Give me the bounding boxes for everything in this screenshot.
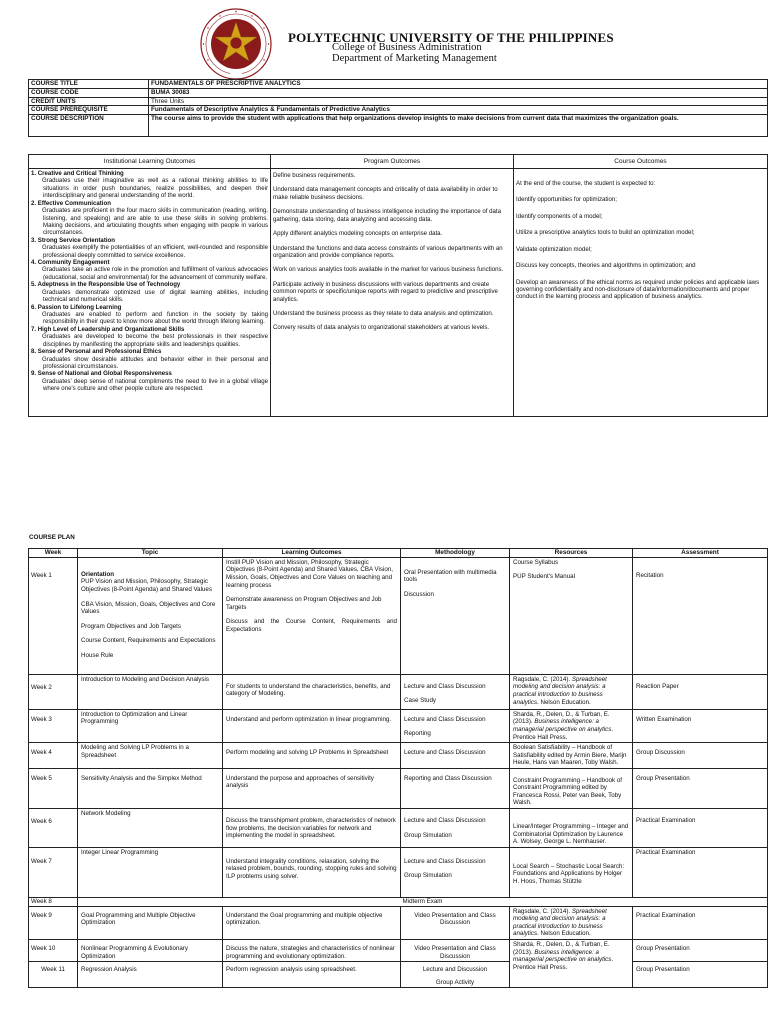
ilo-title: 9. Sense of National and Global Responsiveness: [31, 370, 172, 378]
assessment-cell: Group Presentation: [633, 768, 768, 808]
methodology-cell: [401, 557, 510, 674]
learning-outcomes-cell: Perform regression analysis using spreadsheet.: [223, 962, 401, 988]
table-row: [29, 674, 768, 709]
assessment-cell: Group Discussion: [633, 743, 768, 769]
method-line: Group Simulation: [404, 872, 452, 880]
week-cell: Week 5: [29, 768, 78, 808]
resources-cell: [510, 939, 633, 987]
methodology-cell: Reporting and Class Discussion: [401, 768, 510, 808]
topic-cell: Introduction to Optimization and Linear Programming: [78, 709, 223, 742]
course-info-row: [29, 106, 768, 115]
outcomes-table: [28, 154, 768, 417]
resource-publisher: . Nelson Education.: [537, 930, 591, 938]
resource-book-title: Spreadsheet modeling and decision analysis: a practical introduction to business analytics: [513, 907, 607, 938]
methodology-cell: Video Presentation and Class Discussion: [401, 906, 510, 939]
po-item: Work on various analytics tools available in the market for various business functions.: [273, 266, 504, 274]
ilo-title: 6. Passion to Lifelong Learning: [31, 303, 122, 311]
resource-line: Course Syllabus: [513, 558, 559, 566]
assessment-cell: Recitation: [633, 557, 768, 674]
resources-cell: Constraint Programming – Handbook of Constraint Programming edited by Francesca Rossi, Peter van Beek, Toby Walsh.: [510, 768, 633, 808]
course-description-value: The course aims to provide the student with applications that help organizations develop insights to make decisions from current data that maximizes the organization goals.: [149, 115, 768, 137]
ilo-body: Graduates' deep sense of national compliments the need to live in a global village where one's culture and other people culture are respected.: [42, 377, 268, 393]
po-item: Demonstrate understanding of business intelligence including the importance of data gathering, data storing, data analyzing and accessing data.: [273, 208, 501, 223]
resource-publisher: . Prentice Hall Press.: [513, 725, 614, 741]
po-item: Understand data management concepts and criticality of data availability in order to make reliable business decisions.: [273, 186, 498, 201]
topic-cell: Integer Linear Programming: [78, 847, 223, 897]
topic-cell: Goal Programming and Multiple Objective Optimization: [78, 906, 223, 939]
course-title-value: FUNDAMENTALS OF PRESCRIPTIVE ANALYTICS: [149, 80, 768, 89]
week-cell: Week 8: [29, 897, 78, 906]
co-item: Identify components of a model;: [516, 212, 603, 220]
ilo-title: 2. Effective Communication: [31, 199, 111, 207]
resource-book-title: Spreadsheet modeling and decision analysis: a practical introduction to business analytics: [513, 675, 607, 706]
resources-cell: [510, 906, 633, 939]
week-cell: Week 7: [29, 847, 78, 897]
topic-cell: Modeling and Solving LP Problems in a Spreadsheet: [78, 743, 223, 769]
method-line: Group Activity: [435, 978, 475, 986]
department-name: Department of Marketing Management: [332, 53, 497, 64]
assessment-header: Assessment: [633, 549, 768, 558]
course-info-row: [29, 88, 768, 97]
po-item: Apply different analytics modeling concepts on enterprise data.: [273, 230, 443, 238]
ilo-body: Graduates are developed to become the best professionals in their respective disciplines by manifesting the appropriate skills and leaderships qualities.: [42, 333, 268, 348]
assessment-cell: Written Examination: [633, 709, 768, 742]
assessment-cell: Practical Examination: [633, 847, 768, 897]
resources-cell: [510, 709, 633, 742]
methodology-cell: [401, 809, 510, 848]
resource-author: Ragsdale, C. (2014).: [513, 907, 572, 915]
course-description-label: COURSE DESCRIPTION: [29, 115, 149, 137]
ilo-body: Graduates show desirable attitudes and behavior either in their personal and professional circumstances.: [42, 355, 268, 370]
week-cell: Week 10: [29, 939, 78, 961]
methodology-cell: [401, 674, 510, 709]
course-prerequisite-value: Fundamentals of Descriptive Analytics & Fundamentals of Predictive Analytics: [149, 106, 768, 115]
assessment-cell: Group Presentation: [633, 962, 768, 988]
topic-cell: [78, 557, 223, 674]
week-cell: Week 9: [29, 906, 78, 939]
methodology-cell: [401, 962, 510, 988]
co-item: Utilize a prescriptive analytics tools to build an optimization model;: [516, 229, 695, 237]
course-info-row: [29, 80, 768, 89]
resource-author: Sharda, R., Delen, D., & Turban, E. (2013).: [513, 710, 610, 726]
methodology-cell: [401, 847, 510, 897]
methodology-header: Methodology: [401, 549, 510, 558]
resources-cell: Boolean Satisfiability – Handbook of Satisfiability edited by Armin Biere, Marijn Heule, Hans van Maaren, Toby Walsh.: [510, 743, 633, 769]
course-prerequisite-label: COURSE PREREQUISITE: [29, 106, 149, 115]
lo-line: Instill PUP Vision and Mission, Philosophy, Strategic Objectives (8-Point Agenda) and Shared Values, CBA Vision, Mission, Goals, Objectives and Core Values on teaching and learning process: [226, 558, 393, 589]
method-line: Lecture and Class Discussion: [404, 857, 486, 865]
resource-publisher: . Prentice Hall Press.: [513, 956, 614, 971]
course-info-table: [28, 79, 768, 137]
university-name: POLYTECHNIC UNIVERSITY OF THE PHILIPPINES: [288, 30, 614, 45]
week-header: Week: [29, 549, 78, 558]
lo-line: Demonstrate awareness on Program Objectives and Job Targets: [226, 596, 382, 611]
credit-units-value: Three Units: [149, 97, 768, 106]
resource-author: Ragsdale, C. (2014).: [513, 675, 572, 683]
po-header: Program Outcomes: [271, 155, 514, 169]
ilo-cell: [29, 169, 271, 417]
table-row: [29, 939, 768, 961]
resource-author: Sharda, R., Delen, D., & Turban, E. (2013).: [513, 940, 610, 956]
resource-book-title: Business intelligence: a managerial perspective on analytics: [513, 718, 612, 733]
ilo-title: 3. Strong Service Orientation: [31, 236, 115, 244]
table-row: [29, 906, 768, 939]
college-name: College of Business Administration: [332, 42, 482, 53]
method-line: Lecture and Class Discussion: [404, 817, 486, 824]
method-line: Case Study: [404, 697, 436, 705]
assessment-cell: Group Presentation: [633, 939, 768, 961]
po-item: Understand the business process as they relate to data analysis and optimization.: [273, 310, 494, 318]
course-code-label: COURSE CODE: [29, 88, 149, 97]
co-header: Course Outcomes: [514, 155, 768, 169]
midterm-exam-cell: Midterm Exam: [78, 897, 768, 906]
week-cell: Week 2: [29, 674, 78, 709]
lo-line: Discuss and the Course Content, Requirements and Expectations: [226, 618, 397, 633]
ilo-body: Graduates use their imaginative as well as a rational thinking abilities to life situations in order push boundaries, realize possibilities, and deepen their interdisciplinary and general understanding of the world.: [42, 177, 268, 200]
co-item: Develop an awareness of the ethical norms as required under policies and applicable laws governing confidentiality and non-disclosure of data/information/documents and proper conduct in the learning process and application of business analytics.: [516, 278, 760, 301]
co-item: Identify opportunities for optimization;: [516, 196, 617, 204]
week-cell: Week 3: [29, 709, 78, 742]
assessment-cell: Practical Examination: [633, 809, 768, 848]
learning-outcomes-header: Learning Outcomes: [223, 549, 401, 558]
method-line: Lecture and Discussion: [422, 966, 488, 974]
ilo-header: Institutional Learning Outcomes: [29, 155, 271, 169]
method-line: Group Simulation: [404, 831, 452, 839]
topic-line: Program Objectives and Job Targets: [81, 622, 181, 630]
ilo-title: 4. Community Engagement: [31, 259, 110, 267]
topic-line: CBA Vision, Mission, Goals, Objectives and Core Values: [81, 600, 216, 616]
table-row: [29, 809, 768, 848]
method-line: Discussion: [404, 590, 434, 598]
method-line: Oral Presentation with multimedia tools: [404, 568, 497, 584]
course-plan-label: COURSE PLAN: [29, 534, 75, 541]
table-row: [29, 709, 768, 742]
methodology-cell: [401, 709, 510, 742]
week-cell: Week 6: [29, 809, 78, 848]
ilo-body: Graduates demonstrate optimized use of digital learning abilities, including technical and numerical skills.: [42, 288, 268, 304]
co-item: At the end of the course, the student is expected to:: [516, 180, 656, 187]
week-cell: Week 1: [29, 557, 78, 674]
ilo-title: 1. Creative and Critical Thinking: [31, 170, 124, 177]
topic-cell: Sensitivity Analysis and the Simplex Method: [78, 768, 223, 808]
topic-title: Orientation: [81, 570, 115, 578]
learning-outcomes-cell: For students to understand the characteristics, benefits, and category of Modeling.: [223, 674, 401, 709]
course-plan-table: [28, 548, 768, 988]
table-row: [29, 557, 768, 674]
method-line: Lecture and Class Discussion: [404, 682, 486, 690]
learning-outcomes-cell: Discuss the transshipment problem, characteristics of network flow problems, the decision variables for network and implementing the model in spreadsheet.: [223, 809, 401, 848]
topic-line: House Rule: [81, 651, 114, 659]
method-line: Lecture and Class Discussion: [404, 715, 486, 723]
topic-line: PUP Vision and Mission, Philosophy, Strategic Objectives (8-Point Agenda) and Shared Values: [81, 578, 212, 593]
plan-header-row: [29, 549, 768, 558]
resources-cell: Linear/Integer Programming – Integer and Combinatorial Optimization by Laurence A. Wolsey, George L. Nemhauser.: [510, 809, 633, 848]
table-row: [29, 768, 768, 808]
co-item: Validate optimization model;: [516, 245, 592, 253]
methodology-cell: Lecture and Class Discussion: [401, 743, 510, 769]
po-item: Participate actively in business discussions with various departments and create common reports or specific/unique reports with regard to predictive and prescriptive analytics.: [273, 280, 498, 303]
resources-cell: [510, 674, 633, 709]
table-row: [29, 897, 768, 906]
resources-header: Resources: [510, 549, 633, 558]
course-title-label: COURSE TITLE: [29, 80, 149, 89]
po-item: Convery results of data analysis to organizational stakeholders at various levels.: [273, 324, 490, 332]
ilo-title: 8. Sense of Personal and Professional Ethics: [31, 348, 162, 356]
resource-book-title: Business intelligence: a managerial perspective on analytics: [513, 948, 612, 964]
credit-units-label: CREDIT UNITS: [29, 97, 149, 106]
learning-outcomes-cell: Perform modeling and solving LP Problems in Spreadsheet: [223, 743, 401, 769]
ilo-title: 7. High Level of Leadership and Organizational Skills: [31, 325, 185, 333]
resource-line: PUP Student's Manual: [513, 573, 575, 581]
ilo-body: Graduates take an active role in the promotion and fulfillment of various advocacies (educational, social and environmental) for the advancement of community welfare.: [42, 266, 268, 281]
co-item: Discuss key concepts, theories and algorithms in optimization; and: [516, 262, 696, 270]
course-info-row: [29, 115, 768, 137]
assessment-cell: Reaction Paper: [633, 674, 768, 709]
resources-cell: [510, 557, 633, 674]
university-seal: [200, 8, 272, 80]
ilo-body: Graduates exemplify the potentialities of an efficient, well-rounded and responsible professional deeply committed to service excellence.: [42, 244, 268, 259]
method-line: Reporting: [404, 730, 431, 738]
topic-line: Course Content, Requirements and Expectations: [81, 637, 216, 645]
topic-cell: Introduction to Modeling and Decision Analysis: [78, 674, 223, 709]
learning-outcomes-cell: Understand and perform optimization in linear programming.: [223, 709, 401, 742]
methodology-cell: Video Presentation and Class Discussion: [401, 939, 510, 961]
ilo-body: Graduates are proficient in the four macro skills in communication (reading, writing, listening, and speaking) and are able to use these skills in solving problems. Making decisions, and articulating thoughts when engaging with people in various circumstances.: [42, 207, 268, 237]
resources-cell: Local Search – Stochastic Local Search: Foundations and Applications by Holger H. Hoos, Thomas Stützle: [510, 847, 633, 897]
topic-cell: Regression Analysis: [78, 962, 223, 988]
co-cell: [514, 169, 768, 417]
week-cell: Week 11: [29, 962, 78, 988]
topic-cell: Nonlinear Programming & Evolutionary Optimization: [78, 939, 223, 961]
po-item: Understand the functions and data access constraints of various departments with an organization and provide compliance reports.: [273, 244, 503, 259]
assessment-cell: Practical Examination: [633, 906, 768, 939]
course-code-value: BUMA 30083: [149, 88, 768, 97]
po-cell: [271, 169, 514, 417]
table-row: [29, 743, 768, 769]
resource-publisher: . Nelson Education.: [537, 698, 591, 706]
learning-outcomes-cell: Understand the Goal programming and multiple objective optimization.: [223, 906, 401, 939]
table-row: [29, 962, 768, 988]
topic-header: Topic: [78, 549, 223, 558]
learning-outcomes-cell: [223, 557, 401, 674]
week-cell: Week 4: [29, 743, 78, 769]
course-info-row: [29, 97, 768, 106]
table-row: [29, 847, 768, 897]
ilo-body: Graduates are enabled to perform and function in the society by taking responsibility in their quest to know more about the world through lifelong learning.: [42, 311, 268, 326]
learning-outcomes-cell: Understand the purpose and approaches of sensitivity analysis: [223, 768, 401, 808]
learning-outcomes-cell: Understand integrality conditions, relaxation, solving the relaxed problem, bounds, rounding, stopping rules and solving ILP problems using solver.: [223, 847, 401, 897]
po-item: Define business requirements.: [273, 172, 356, 179]
topic-cell: Network Modeling: [78, 809, 223, 848]
learning-outcomes-cell: Discuss the nature, strategies and characteristics of nonlinear programming and evolutionary optimization.: [223, 939, 401, 961]
ilo-title: 5. Adeptness in the Responsible Use of Technology: [31, 281, 181, 289]
